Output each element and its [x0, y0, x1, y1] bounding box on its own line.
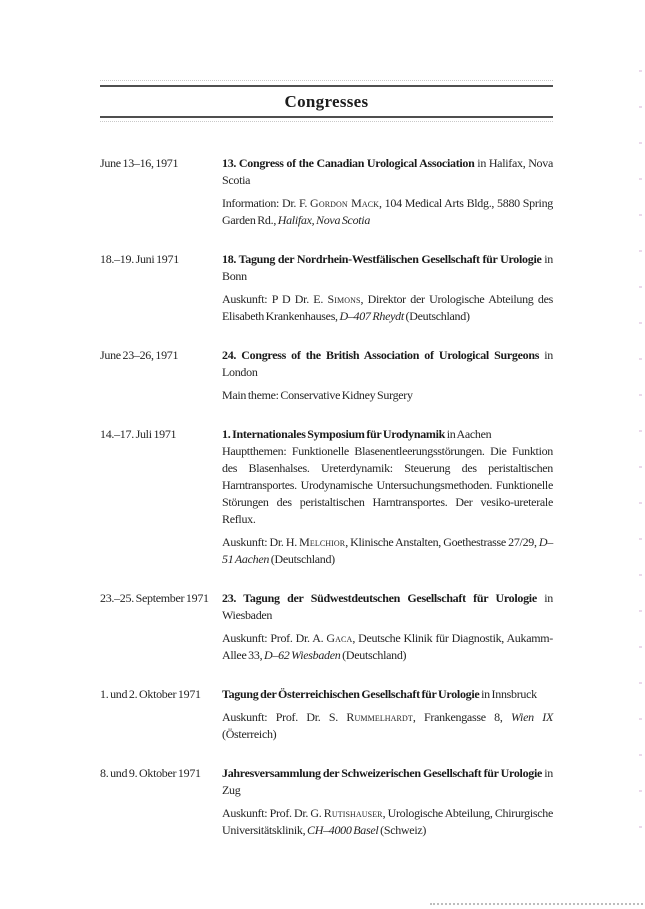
- entry-title: 23. Tagung der Südwestdeutschen Gesellschaft für Urologie in Wiesbaden: [222, 591, 553, 622]
- text-segment-normal: Hauptthemen: Funktionelle Blasenentleerungsstörungen. Die Funktion des Blasenhalses. Ureterdynamik: Steuerung des peristaltischen Harntransportes. Urodynamische Untersuchungsmethoden. Funktionelle Störungen des peristaltischen Harntransportes. Der vesiko-ureterale Reflux.: [222, 444, 553, 526]
- entry-title-bold: 13. Congress of the Canadian Urological Association: [222, 156, 475, 170]
- text-segment-normal: Auskunft: Prof. Dr. S.: [222, 710, 347, 724]
- entry-paragraph: [222, 630, 553, 664]
- text-segment-normal: Information: Dr. F.: [222, 196, 311, 210]
- text-segment-smallcaps: Gordon Mack: [310, 196, 380, 210]
- entry-title: 1. Internationales Symposium für Urodynamik in Aachen: [222, 427, 492, 441]
- entry-date: 18.–19. Juni 1971: [100, 252, 179, 266]
- congress-entry: [100, 347, 553, 404]
- text-segment-normal: (Schweiz): [378, 823, 427, 837]
- entry-paragraph: [222, 291, 553, 325]
- text-segment-italic: Wien IX: [511, 710, 553, 724]
- entry-date: June 13–16, 1971: [100, 156, 179, 170]
- text-segment-smallcaps: Rummelhardt: [346, 710, 413, 724]
- congress-list: [100, 155, 553, 839]
- text-segment-smallcaps: Gaca: [326, 631, 353, 645]
- text-segment-italic: Halifax, Nova Scotia: [277, 213, 371, 227]
- congress-entry: [100, 155, 553, 229]
- entry-date: 8. und 9. Oktober 1971: [100, 766, 201, 780]
- text-segment-normal: , Deutsche Klinik für Diagnostik, Aukamm-Allee 33,: [222, 631, 553, 662]
- scan-artifact-bottom-dots: [430, 903, 643, 905]
- text-segment-normal: Main theme: Conservative Kidney Surgery: [222, 388, 413, 402]
- entry-title-bold: 1. Internationales Symposium für Urodynamik: [222, 427, 446, 441]
- entry-title: 18. Tagung der Nordrhein-Westfälischen Gesellschaft für Urologie in Bonn: [222, 252, 554, 283]
- entry-paragraph: [222, 805, 553, 839]
- text-segment-normal: , Direktor der Urologische Abteilung des Elisabeth Krankenhauses,: [222, 292, 553, 323]
- page-title: Congresses: [284, 92, 369, 111]
- entry-paragraph: [222, 387, 553, 404]
- entry-body: [222, 347, 553, 404]
- entry-body: [222, 686, 553, 743]
- entry-date: 14.–17. Juli 1971: [100, 427, 177, 441]
- text-segment-normal: , Urologische Abteilung, Chirurgische Universitätsklinik,: [222, 806, 554, 837]
- congress-entry: [100, 426, 553, 568]
- entry-title-bold: 23. Tagung der Südwestdeutschen Gesellschaft für Urologie: [222, 591, 537, 605]
- entry-title-bold: 24. Congress of the British Association of Urological Surgeons: [222, 348, 540, 362]
- entry-body: [222, 426, 553, 568]
- text-segment-smallcaps: Rutishauser: [323, 806, 383, 820]
- text-segment-normal: Auskunft: Dr. H.: [222, 535, 300, 549]
- entry-body: [222, 251, 553, 325]
- text-segment-italic: D–51 Aachen: [222, 535, 553, 566]
- entry-body: [222, 590, 553, 664]
- entry-title: Jahresversammlung der Schweizerischen Gesellschaft für Urologie in Zug: [222, 766, 553, 797]
- entry-date: June 23–26, 1971: [100, 348, 179, 362]
- congress-entry: [100, 590, 553, 664]
- text-segment-normal: (Deutschland): [403, 309, 470, 323]
- header-rule-bottom: [100, 116, 553, 122]
- entry-paragraph: [222, 534, 553, 568]
- entry-title: Tagung der Österreichischen Gesellschaft für Urologie in Innsbruck: [222, 687, 537, 701]
- text-segment-normal: Auskunft: Prof. Dr. G.: [222, 806, 324, 820]
- text-segment-smallcaps: Melchior: [299, 535, 346, 549]
- entry-title: 24. Congress of the British Association of Urological Surgeons in London: [222, 348, 553, 379]
- header-rule-top: [100, 80, 553, 87]
- text-segment-italic: D–62 Wiesbaden: [264, 648, 341, 662]
- entry-body: [222, 765, 553, 839]
- entry-title-bold: Jahresversammlung der Schweizerischen Gesellschaft für Urologie: [222, 766, 543, 780]
- text-segment-normal: (Deutschland): [269, 552, 335, 566]
- text-segment-smallcaps: Simons: [327, 292, 361, 306]
- entry-paragraph: [222, 443, 553, 528]
- entry-date: 1. und 2. Oktober 1971: [100, 687, 201, 701]
- text-segment-normal: , 104 Medical Arts Bldg., 5880 Spring Garden Rd.,: [222, 196, 553, 227]
- text-segment-normal: , Klinische Anstalten, Goethestrasse 27/29,: [345, 535, 539, 549]
- congresses-header: [100, 80, 553, 122]
- entry-title-bold: 18. Tagung der Nordrhein-Westfälischen Gesellschaft für Urologie: [222, 252, 542, 266]
- entry-date: 23.–25. September 1971: [100, 591, 209, 605]
- text-segment-italic: CH–4000 Basel: [307, 823, 379, 837]
- text-segment-normal: Auskunft: Prof. Dr. A.: [222, 631, 327, 645]
- page-content: [100, 0, 553, 861]
- congress-entry: [100, 686, 553, 743]
- entry-body: [222, 155, 553, 229]
- text-segment-normal: Auskunft: P D Dr. E.: [222, 292, 328, 306]
- entry-paragraph: [222, 709, 553, 743]
- text-segment-italic: D–407 Rheydt: [339, 309, 404, 323]
- entry-paragraph: [222, 195, 553, 229]
- entry-title-bold: Tagung der Österreichischen Gesellschaft für Urologie: [222, 687, 480, 701]
- entry-title: 13. Congress of the Canadian Urological Association in Halifax, Nova Scotia: [222, 156, 553, 187]
- congress-entry: [100, 765, 553, 839]
- text-segment-normal: (Deutschland): [340, 648, 407, 662]
- scan-artifact-right-edge: [639, 70, 642, 839]
- text-segment-normal: , Frankengasse 8,: [412, 710, 512, 724]
- text-segment-normal: (Österreich): [222, 727, 277, 741]
- congress-entry: [100, 251, 553, 325]
